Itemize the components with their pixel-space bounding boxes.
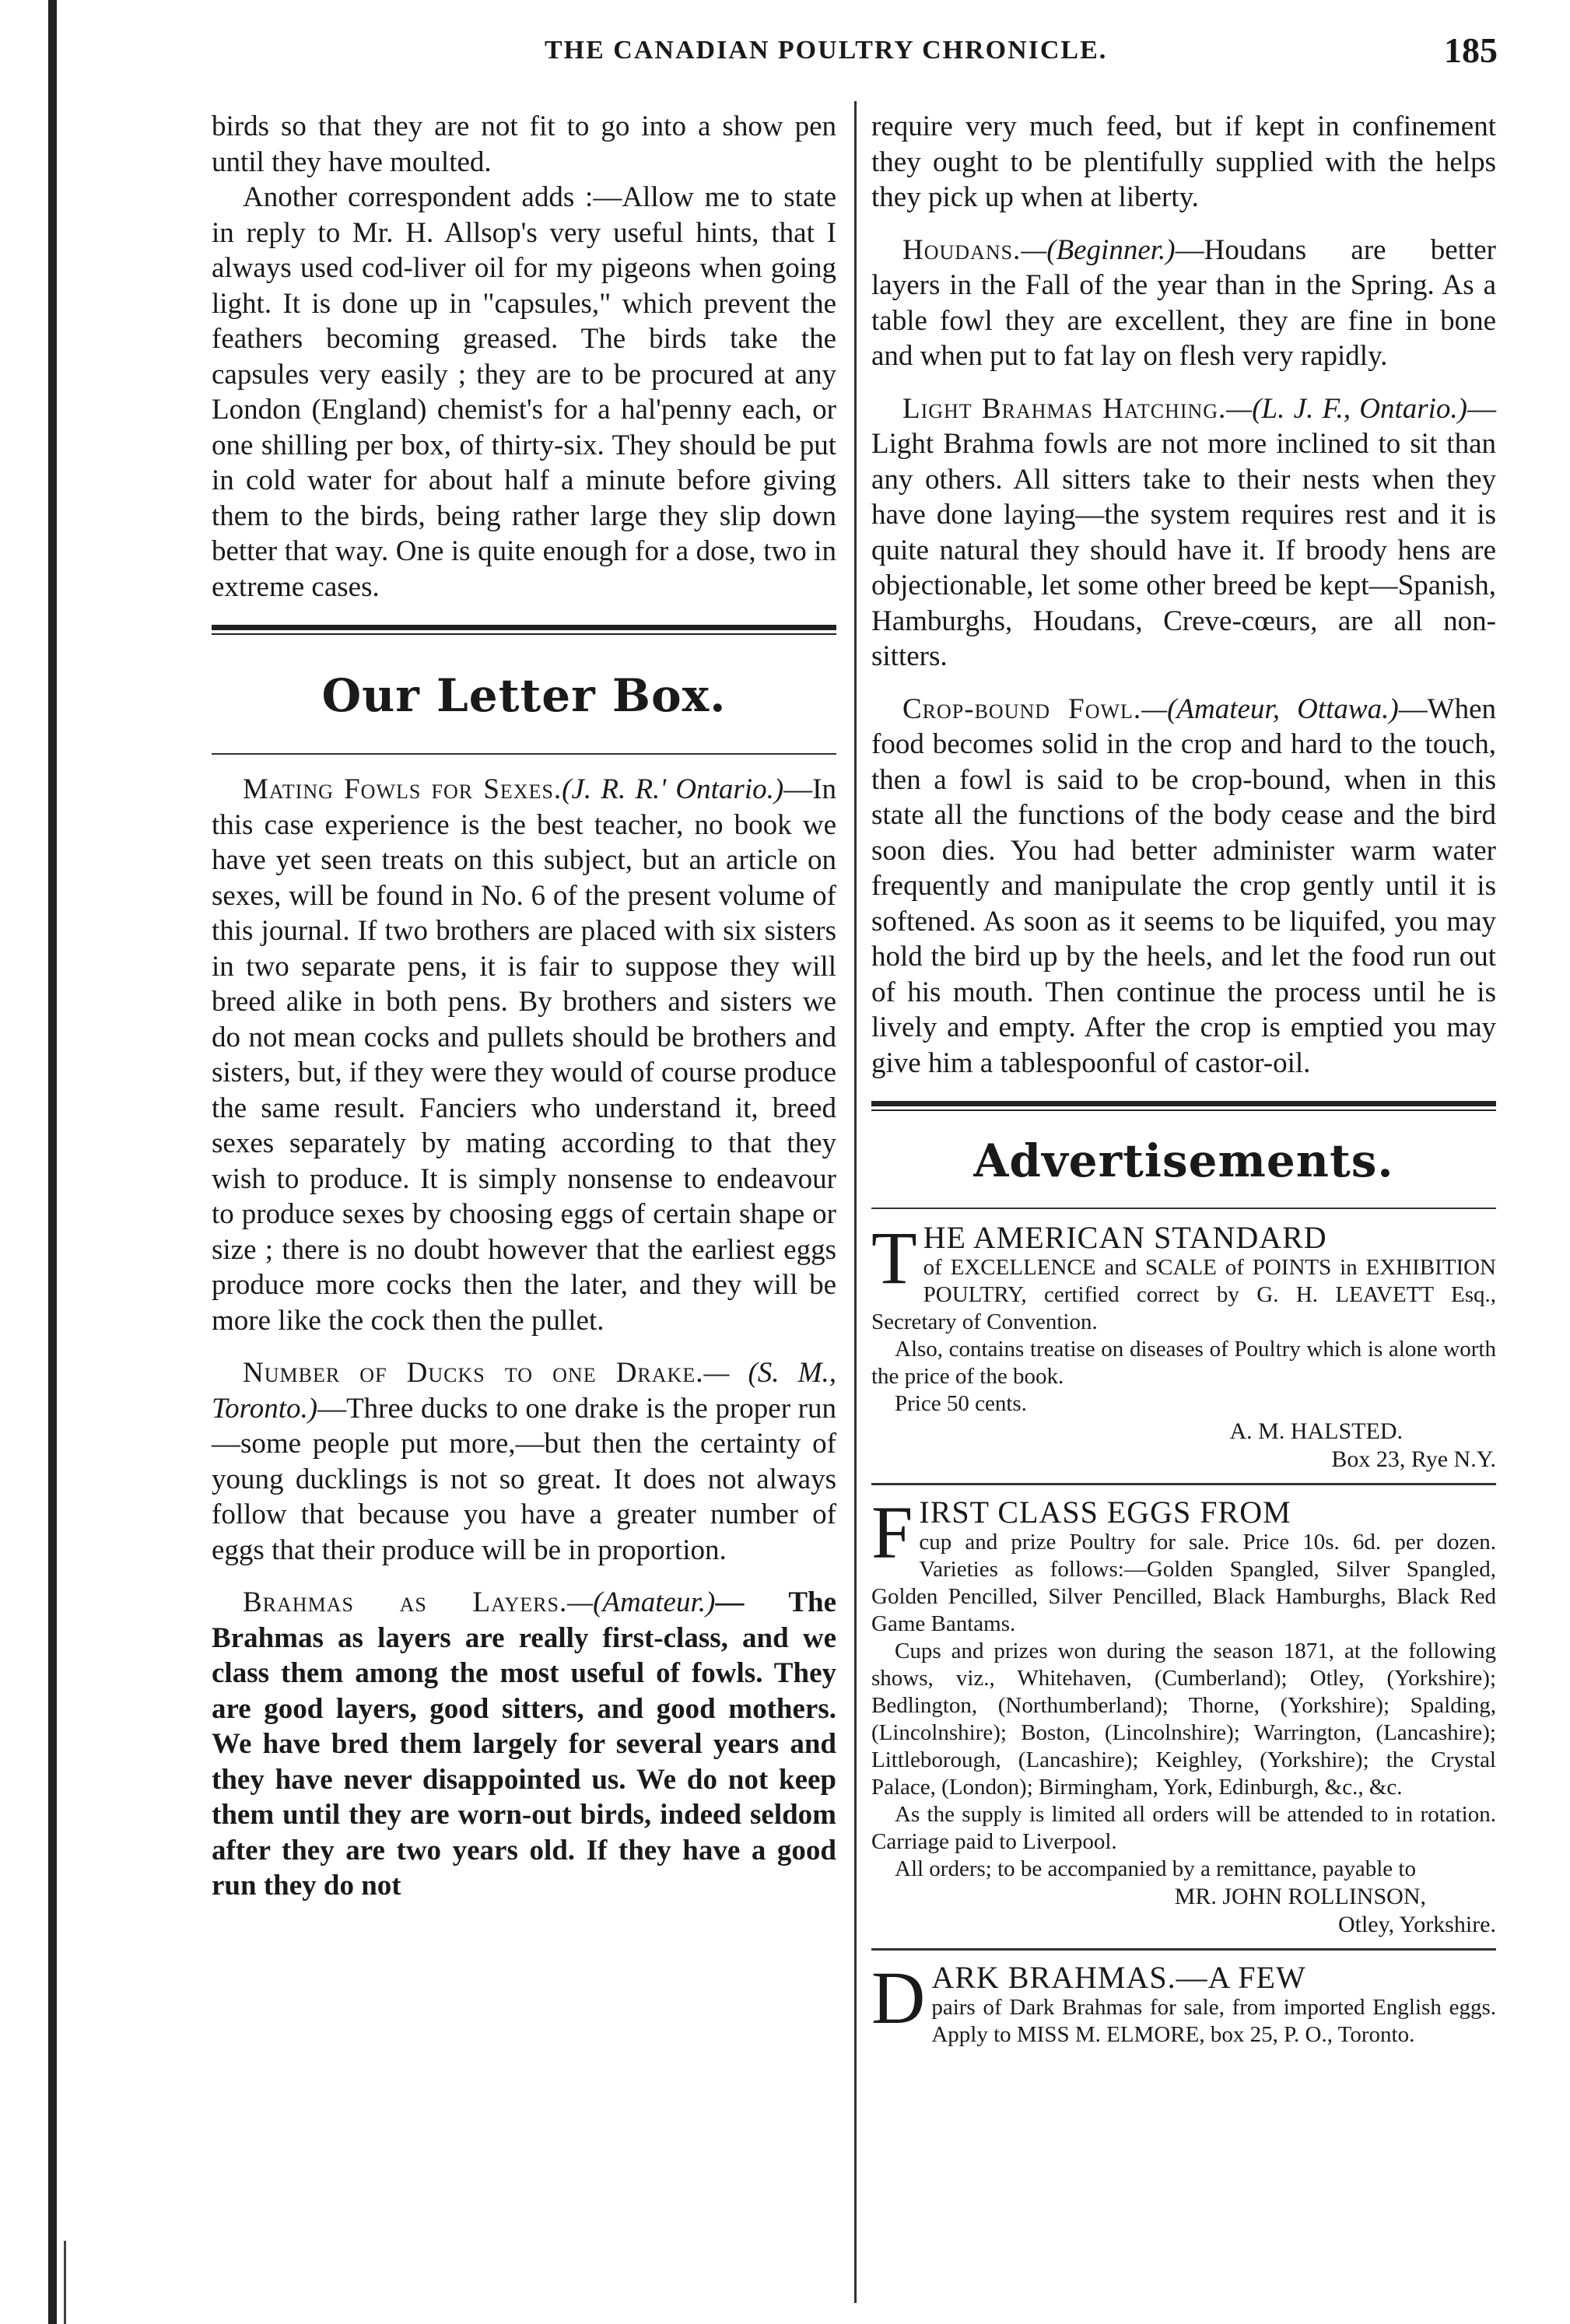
ad-body: Also, contains treatise on diseases of Poultry which is alone worth the price of the book. (871, 1337, 1496, 1389)
letter-heading: Mating Fowls for Sexes. (243, 773, 562, 805)
letter-item (212, 772, 836, 1338)
ad-lead: pairs of Dark Brahmas for sale, from imported English eggs. Apply to MISS M. ELMORE, box 25, P. O., Toronto. (931, 1995, 1496, 2047)
intro-paragraph-1: birds so that they are not fit to go into a show pen until they have moulted. (212, 110, 836, 178)
right-column (871, 109, 1496, 2056)
letter-heading: Number of Ducks to one Drake. (243, 1357, 704, 1389)
ad-headline: HE AMERICAN STANDARD (923, 1220, 1327, 1255)
ad-dropcap: D (871, 1956, 926, 2039)
letter-body: —In this case experience is the best teacher, no book we have yet seen treats on this subject, but an article on sexes, will be found in No. 6 of the present volume of this journal. If two brothers are placed with six sisters in two separate pens, it is fair to suppose they will breed alike in both pens. By brothers and sisters we do not mean cocks and pullets should be brothers and sisters, but, if they were they would of course produce the same result. Fanciers who understand it, breed sexes separately by mating according to that they wish to produce. It is simply nonsense to endeavour to produce sexes by choosing eggs of certain shape or size ; there is no doubt however that the earliest eggs produce more cocks then the later, and they will be more like the cock then the pullet. (212, 773, 836, 1337)
ad-dropcap: F (871, 1491, 913, 1574)
ad-dropcap: T (871, 1216, 917, 1299)
letter-body: —When food becomes solid in the crop and hard to the touch, then a fowl is said to be crop-bound, when in this state all the functions of the body cease and the bird soon dies. You had better administer warm water frequently and manipulate the crop gently until it is softened. As soon as it seems to be liquifed, you may hold the bird up by the heels, and let the food run out of his mouth. Then continue the process until he is lively and empty. After the crop is emptied you may give him a tablespoonful of castor-oil. (871, 692, 1496, 1079)
ad-body: As the supply is limited all orders will be attended to in rotation. Carriage paid to Liverpool. (871, 1802, 1496, 1854)
ad-headline: ARK BRAHMAS.—A FEW (931, 1960, 1306, 1995)
section-title: Our Letter Box. (321, 669, 727, 722)
ads-rule-top (871, 1101, 1496, 1111)
letter-heading: Houdans. (902, 233, 1022, 266)
ad-signature: A. M. HALSTED. (1229, 1418, 1403, 1444)
ad-lead: cup and prize Poultry for sale. Price 10s. 6d. per dozen. Varieties as follows:—Golden Spangled, Silver Spangled, Golden Pencilled, Silver Pencilled, Black Hamburghs, Black Red Game Bantams. (871, 1530, 1496, 1636)
letter-item (212, 1355, 836, 1568)
ad-price: Price 50 cents. (895, 1391, 1027, 1416)
letter-heading: Brahmas as Layers. (243, 1586, 568, 1618)
ads-rule-bottom (871, 1208, 1496, 1209)
binding-rule-thin (64, 2241, 66, 2324)
letter-body: require very much feed, but if kept in confinement they ought to be plentifully supplied with the helps they pick up when at liberty. (871, 110, 1496, 213)
ad-body: All orders; to be accompanied by a remittance, payable to (895, 1856, 1416, 1881)
page-number: 185 (1444, 30, 1498, 70)
letter-item (871, 391, 1496, 675)
ad-address: Box 23, Rye N.Y. (1331, 1446, 1496, 1472)
ads-title: Advertisements. (973, 1134, 1394, 1187)
section-rule-bottom (212, 753, 836, 755)
letter-heading: Crop-bound Fowl. (902, 692, 1142, 725)
letter-body: —Light Brahma fowls are not more inclined to sit than any others. All sitters take to their nests when they have done laying—the system requires rest and it is quite natural they should have it. If broody hens are objectionable, let some other breed be kept—Spanish, Hamburghs, Houdans, Creve-cœurs, are all non-sitters. (871, 392, 1496, 672)
letter-sender: —(L. J. F., Ontario.) (1226, 392, 1467, 425)
letter-sender: —(Beginner.) (1021, 233, 1176, 266)
letter-heading: Light Brahmas Hatching. (902, 392, 1227, 425)
advertisement (871, 1956, 1496, 2049)
ad-lead: of EXCELLENCE and SCALE of POINTS in EXHIBITION POULTRY, certified correct by G. H. LEAVETT Esq., Secretary of Convention. (871, 1255, 1496, 1334)
column-divider (854, 101, 857, 2303)
letter-item (212, 1585, 836, 1904)
journal-title: THE CANADIAN POULTRY CHRONICLE. (545, 36, 1108, 65)
page-header (117, 30, 1498, 76)
letter-item (871, 233, 1496, 374)
letter-sender: (J. R. R.' Ontario.) (562, 773, 784, 805)
advertisement (871, 1216, 1496, 1474)
ad-divider (871, 1483, 1496, 1485)
intro-paragraph-2: Another correspondent adds :—Allow me to state in reply to Mr. H. Allsop's very useful hints, that I always used cod-liver oil for my pigeons when going light. It is done up in "capsules," which prevent the feathers becoming greased. The birds take the capsules very easily ; they are to be procured at any London (England) chemist's for a hal'penny each, or one shilling per box, of thirty-six. They should be put in cold water for about half a minute before giving them to the birds, being rather large they slip down better that way. One is quite enough for a dose, two in extreme cases. (212, 181, 836, 603)
ad-divider (871, 1948, 1496, 1951)
binding-rule (48, 0, 57, 2324)
ad-body: Cups and prizes won during the season 1871, at the following shows, viz., Whitehaven, (Cumberland); Otley, (Yorkshire); Bedlington, (Northumberland); Thorne, (Yorkshire); Spalding, (Lincolnshire); Boston, (Lincolnshire); Warrington, (Lancashire); Littleborough, (Lancashire); Keighley, (Yorkshire); the Crystal Palace, (London); Birmingham, York, Edinburgh, &c., &c. (871, 1639, 1496, 1800)
ad-address: Otley, Yorkshire. (1337, 1912, 1496, 1937)
letter-sender: —(Amateur.) (567, 1586, 716, 1618)
letter-item (871, 692, 1496, 1081)
ad-signature: MR. JOHN ROLLINSON, (1174, 1884, 1426, 1909)
letter-body: — The Brahmas as layers are really first-class, and we class them among the most useful of fowls. They are good layers, good sitters, and good mothers. We have bred them largely for several years and they have never disappointed us. We do not keep them until they are worn-out birds, indeed seldom after they are two years old. If they have a good run they do not (212, 1586, 836, 1902)
letter-item (871, 109, 1496, 216)
letter-body: —Three ducks to one drake is the proper run—some people put more,—but then the certainty of young ducklings is not so great. It does not always follow that because you have a greater number of eggs that their produce will be in proportion. (212, 1392, 836, 1566)
letter-sender: —(Amateur, Ottawa.) (1141, 692, 1399, 725)
letter-body: —Houdans are better layers in the Fall of the year than in the Spring. As a table fowl they are excellent, they are fine in bone and when put to fat lay on flesh very rapidly. (871, 233, 1496, 372)
ad-headline: IRST CLASS EGGS FROM (919, 1495, 1291, 1530)
letter-sender: — (S. M., Toronto.) (212, 1357, 836, 1425)
section-rule-top (212, 625, 836, 635)
advertisement (871, 1491, 1496, 1939)
left-column (212, 109, 836, 1904)
